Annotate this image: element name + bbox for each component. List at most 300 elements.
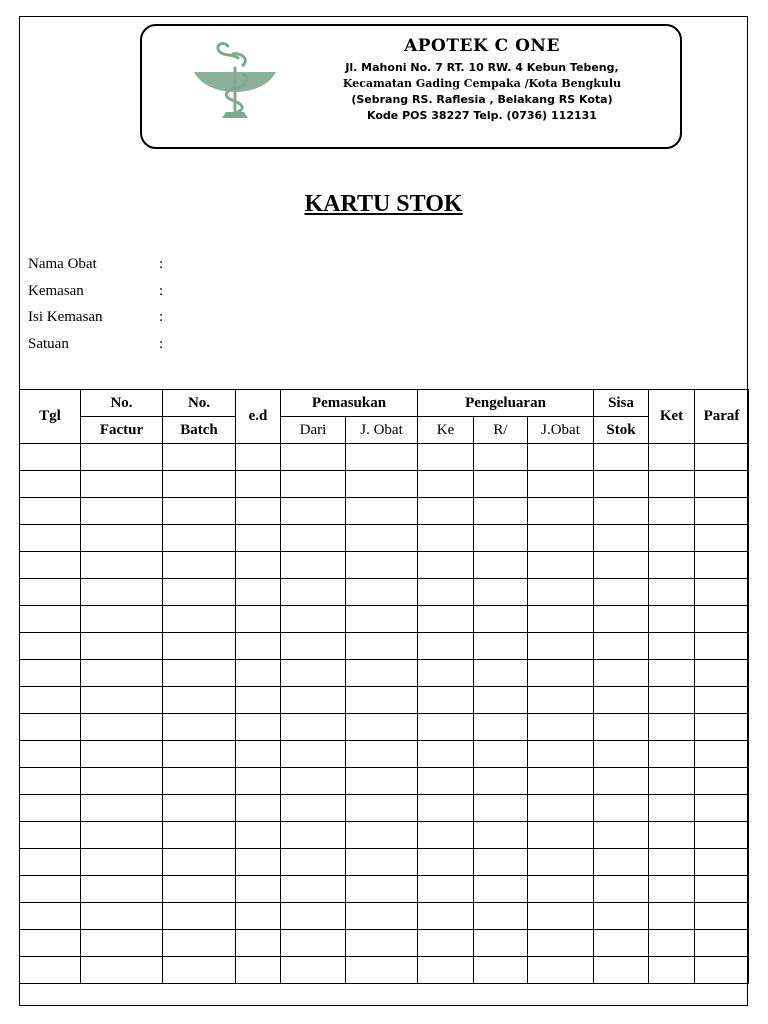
table-cell <box>528 795 594 822</box>
table-row <box>20 471 749 498</box>
table-cell <box>346 957 418 984</box>
table-cell <box>695 687 749 714</box>
drug-info-fields <box>28 256 328 362</box>
table-cell <box>528 633 594 660</box>
table-cell <box>281 903 346 930</box>
table-row <box>20 552 749 579</box>
table-cell <box>418 903 474 930</box>
table-cell <box>346 714 418 741</box>
table-cell <box>163 579 236 606</box>
stock-card-page <box>19 16 748 1006</box>
table-row <box>20 768 749 795</box>
table-cell <box>346 633 418 660</box>
table-cell <box>418 444 474 471</box>
table-cell <box>695 849 749 876</box>
table-cell <box>649 795 695 822</box>
table-cell <box>20 579 81 606</box>
field-nama-obat <box>28 256 328 283</box>
table-cell <box>81 741 163 768</box>
table-cell <box>281 579 346 606</box>
table-cell <box>649 633 695 660</box>
table-cell <box>594 525 649 552</box>
table-cell <box>163 903 236 930</box>
table-cell <box>695 471 749 498</box>
col-no-batch-bottom: Batch <box>163 417 236 444</box>
table-cell <box>346 498 418 525</box>
table-cell <box>594 822 649 849</box>
table-cell <box>418 849 474 876</box>
table-cell <box>346 876 418 903</box>
field-colon: : <box>159 335 164 352</box>
table-cell <box>418 552 474 579</box>
table-cell <box>236 471 281 498</box>
table-cell <box>649 903 695 930</box>
table-cell <box>649 876 695 903</box>
table-row <box>20 444 749 471</box>
table-cell <box>81 795 163 822</box>
table-cell <box>346 687 418 714</box>
table-cell <box>163 660 236 687</box>
table-cell <box>81 552 163 579</box>
table-cell <box>649 498 695 525</box>
table-cell <box>594 633 649 660</box>
table-row <box>20 579 749 606</box>
table-cell <box>474 525 528 552</box>
table-cell <box>20 822 81 849</box>
table-cell <box>20 525 81 552</box>
address-line-1: Jl. Mahoni No. 7 RT. 10 RW. 4 Kebun Tebeng, <box>345 61 619 74</box>
table-cell <box>163 633 236 660</box>
table-cell <box>594 552 649 579</box>
table-cell <box>528 903 594 930</box>
table-cell <box>20 714 81 741</box>
table-cell <box>236 606 281 633</box>
col-paraf: Paraf <box>695 390 749 444</box>
table-cell <box>418 930 474 957</box>
col-pengeluaran-jobat: J.Obat <box>528 417 594 444</box>
table-cell <box>474 822 528 849</box>
table-row <box>20 498 749 525</box>
table-cell <box>163 606 236 633</box>
table-cell <box>594 903 649 930</box>
table-cell <box>418 795 474 822</box>
table-cell <box>695 795 749 822</box>
table-cell <box>594 768 649 795</box>
table-cell <box>163 768 236 795</box>
table-cell <box>474 903 528 930</box>
table-cell <box>81 660 163 687</box>
table-cell <box>418 876 474 903</box>
table-cell <box>81 822 163 849</box>
table-cell <box>236 876 281 903</box>
table-cell <box>20 795 81 822</box>
table-cell <box>236 660 281 687</box>
table-cell <box>20 957 81 984</box>
table-cell <box>418 957 474 984</box>
table-cell <box>649 714 695 741</box>
table-cell <box>474 741 528 768</box>
stock-table <box>19 389 749 984</box>
table-cell <box>81 957 163 984</box>
field-label: Kemasan <box>28 282 84 299</box>
table-cell <box>163 498 236 525</box>
table-cell <box>281 606 346 633</box>
table-cell <box>346 660 418 687</box>
table-cell <box>346 795 418 822</box>
table-cell <box>695 606 749 633</box>
table-cell <box>81 471 163 498</box>
table-cell <box>474 552 528 579</box>
table-cell <box>281 687 346 714</box>
table-cell <box>163 876 236 903</box>
col-pengeluaran-ke: Ke <box>418 417 474 444</box>
col-pengeluaran: Pengeluaran <box>418 390 594 417</box>
table-cell <box>649 471 695 498</box>
table-cell <box>418 660 474 687</box>
table-cell <box>20 633 81 660</box>
address-line-3: (Sebrang RS. Raflesia , Belakang RS Kota) <box>351 93 613 106</box>
table-cell <box>236 930 281 957</box>
table-cell <box>474 849 528 876</box>
table-cell <box>281 768 346 795</box>
table-cell <box>346 822 418 849</box>
table-cell <box>528 741 594 768</box>
table-row <box>20 903 749 930</box>
table-cell <box>695 579 749 606</box>
table-cell <box>418 579 474 606</box>
table-cell <box>81 633 163 660</box>
col-ket: Ket <box>649 390 695 444</box>
address-line-2: Kecamatan Gading Cempaka /Kota Bengkulu <box>342 77 622 90</box>
table-row <box>20 741 749 768</box>
table-cell <box>695 444 749 471</box>
table-cell <box>594 579 649 606</box>
table-cell <box>163 552 236 579</box>
table-cell <box>474 660 528 687</box>
document-title: KARTU STOK <box>304 191 463 217</box>
table-cell <box>695 903 749 930</box>
table-cell <box>20 660 81 687</box>
table-row <box>20 795 749 822</box>
col-ed: e.d <box>236 390 281 444</box>
col-pemasukan-jobat: J. Obat <box>346 417 418 444</box>
table-cell <box>594 795 649 822</box>
table-cell <box>281 714 346 741</box>
table-cell <box>81 930 163 957</box>
table-cell <box>20 498 81 525</box>
table-cell <box>474 579 528 606</box>
table-cell <box>528 687 594 714</box>
table-cell <box>236 633 281 660</box>
table-cell <box>236 687 281 714</box>
table-cell <box>649 957 695 984</box>
table-cell <box>281 660 346 687</box>
table-cell <box>474 633 528 660</box>
table-cell <box>528 606 594 633</box>
table-cell <box>695 633 749 660</box>
col-no-factur-bottom: Factur <box>81 417 163 444</box>
table-cell <box>528 714 594 741</box>
table-cell <box>163 822 236 849</box>
col-pemasukan-dari: Dari <box>281 417 346 444</box>
pharmacy-header <box>140 24 682 149</box>
table-cell <box>281 741 346 768</box>
table-cell <box>281 822 346 849</box>
table-cell <box>281 876 346 903</box>
table-row <box>20 849 749 876</box>
table-cell <box>281 498 346 525</box>
table-cell <box>649 552 695 579</box>
table-cell <box>236 444 281 471</box>
table-cell <box>236 957 281 984</box>
table-row <box>20 633 749 660</box>
pharmacy-bowl-of-hygieia-icon <box>192 38 278 120</box>
table-cell <box>528 768 594 795</box>
table-cell <box>236 795 281 822</box>
table-row <box>20 822 749 849</box>
table-cell <box>649 660 695 687</box>
address-line-4: Kode POS 38227 Telp. (0736) 112131 <box>367 109 597 122</box>
table-cell <box>281 849 346 876</box>
table-cell <box>20 606 81 633</box>
table-cell <box>474 471 528 498</box>
table-cell <box>20 876 81 903</box>
table-cell <box>20 903 81 930</box>
table-cell <box>418 741 474 768</box>
table-cell <box>528 822 594 849</box>
table-cell <box>20 768 81 795</box>
field-label: Nama Obat <box>28 256 97 272</box>
field-satuan <box>28 336 328 363</box>
table-cell <box>649 606 695 633</box>
table-cell <box>281 957 346 984</box>
table-cell <box>594 660 649 687</box>
table-row <box>20 606 749 633</box>
table-cell <box>281 471 346 498</box>
table-cell <box>163 849 236 876</box>
table-cell <box>474 498 528 525</box>
table-cell <box>163 795 236 822</box>
field-label: Satuan <box>28 335 69 352</box>
table-cell <box>418 768 474 795</box>
table-cell <box>528 849 594 876</box>
table-cell <box>281 633 346 660</box>
table-row <box>20 525 749 552</box>
table-cell <box>474 714 528 741</box>
table-cell <box>649 768 695 795</box>
table-cell <box>594 957 649 984</box>
table-cell <box>236 498 281 525</box>
table-cell <box>474 768 528 795</box>
table-cell <box>81 525 163 552</box>
table-cell <box>649 687 695 714</box>
table-cell <box>418 525 474 552</box>
table-row <box>20 687 749 714</box>
table-cell <box>81 579 163 606</box>
field-label: Isi Kemasan <box>28 309 103 325</box>
table-cell <box>346 768 418 795</box>
pharmacy-name: APOTEK C ONE <box>404 36 560 56</box>
table-cell <box>163 525 236 552</box>
table-cell <box>20 687 81 714</box>
table-cell <box>418 471 474 498</box>
field-colon: : <box>159 256 164 272</box>
table-cell <box>346 903 418 930</box>
table-cell <box>346 552 418 579</box>
table-cell <box>236 552 281 579</box>
table-body <box>20 444 749 984</box>
table-cell <box>281 525 346 552</box>
table-cell <box>236 525 281 552</box>
table-cell <box>236 903 281 930</box>
table-cell <box>649 849 695 876</box>
table-cell <box>594 741 649 768</box>
table-cell <box>528 552 594 579</box>
field-kemasan <box>28 283 328 310</box>
table-cell <box>81 444 163 471</box>
table-cell <box>81 606 163 633</box>
table-cell <box>236 768 281 795</box>
table-cell <box>695 741 749 768</box>
table-cell <box>81 876 163 903</box>
table-cell <box>163 714 236 741</box>
table-cell <box>81 498 163 525</box>
table-cell <box>649 525 695 552</box>
table-cell <box>474 930 528 957</box>
table-cell <box>346 849 418 876</box>
table-cell <box>418 687 474 714</box>
field-colon: : <box>159 309 164 325</box>
table-cell <box>474 795 528 822</box>
col-sisa-bottom: Stok <box>594 417 649 444</box>
table-cell <box>695 930 749 957</box>
table-cell <box>695 525 749 552</box>
table-cell <box>236 741 281 768</box>
table-cell <box>81 768 163 795</box>
table-cell <box>649 579 695 606</box>
table-cell <box>163 930 236 957</box>
table-cell <box>163 471 236 498</box>
table-cell <box>346 579 418 606</box>
table-cell <box>528 957 594 984</box>
table-cell <box>695 498 749 525</box>
table-cell <box>528 579 594 606</box>
table-cell <box>163 687 236 714</box>
table-cell <box>594 687 649 714</box>
table-cell <box>281 795 346 822</box>
table-cell <box>474 687 528 714</box>
field-isi-kemasan <box>28 309 328 336</box>
table-cell <box>649 822 695 849</box>
table-cell <box>81 849 163 876</box>
table-cell <box>418 498 474 525</box>
table-cell <box>346 525 418 552</box>
col-pengeluaran-r: R/ <box>474 417 528 444</box>
table-cell <box>418 822 474 849</box>
table-cell <box>474 444 528 471</box>
table-cell <box>649 930 695 957</box>
table-cell <box>528 660 594 687</box>
table-cell <box>528 498 594 525</box>
table-cell <box>528 876 594 903</box>
table-cell <box>20 849 81 876</box>
table-cell <box>594 498 649 525</box>
table-cell <box>695 957 749 984</box>
table-cell <box>346 444 418 471</box>
table-cell <box>695 552 749 579</box>
table-cell <box>346 930 418 957</box>
col-pemasukan: Pemasukan <box>281 390 418 417</box>
table-row <box>20 876 749 903</box>
table-cell <box>649 741 695 768</box>
table-cell <box>81 714 163 741</box>
table-cell <box>528 471 594 498</box>
table-cell <box>418 606 474 633</box>
table-cell <box>528 444 594 471</box>
table-cell <box>236 849 281 876</box>
table-cell <box>346 606 418 633</box>
table-cell <box>594 606 649 633</box>
field-colon: : <box>159 282 164 299</box>
table-cell <box>594 714 649 741</box>
table-cell <box>20 741 81 768</box>
table-cell <box>594 471 649 498</box>
col-no-factur-top: No. <box>81 390 163 417</box>
table-cell <box>695 768 749 795</box>
table-cell <box>81 687 163 714</box>
table-cell <box>236 822 281 849</box>
table-cell <box>236 579 281 606</box>
table-cell <box>594 444 649 471</box>
table-cell <box>528 930 594 957</box>
table-cell <box>346 741 418 768</box>
table-cell <box>474 606 528 633</box>
table-cell <box>474 876 528 903</box>
table-cell <box>418 714 474 741</box>
table-cell <box>695 714 749 741</box>
table-cell <box>528 525 594 552</box>
table-cell <box>695 660 749 687</box>
table-cell <box>163 957 236 984</box>
table-cell <box>474 957 528 984</box>
table-cell <box>20 552 81 579</box>
table-row <box>20 660 749 687</box>
table-row <box>20 930 749 957</box>
col-tgl: Tgl <box>20 390 81 444</box>
col-no-batch-top: No. <box>163 390 236 417</box>
table-cell <box>346 471 418 498</box>
table-row <box>20 957 749 984</box>
table-cell <box>281 444 346 471</box>
table-cell <box>163 741 236 768</box>
col-sisa-top: Sisa <box>594 390 649 417</box>
table-cell <box>281 552 346 579</box>
table-cell <box>695 822 749 849</box>
table-cell <box>163 444 236 471</box>
table-cell <box>236 714 281 741</box>
table-cell <box>281 930 346 957</box>
table-cell <box>594 849 649 876</box>
table-cell <box>695 876 749 903</box>
table-cell <box>20 444 81 471</box>
table-cell <box>81 903 163 930</box>
table-row <box>20 714 749 741</box>
table-cell <box>20 930 81 957</box>
table-cell <box>20 471 81 498</box>
table-cell <box>418 633 474 660</box>
table-cell <box>594 876 649 903</box>
table-cell <box>594 930 649 957</box>
